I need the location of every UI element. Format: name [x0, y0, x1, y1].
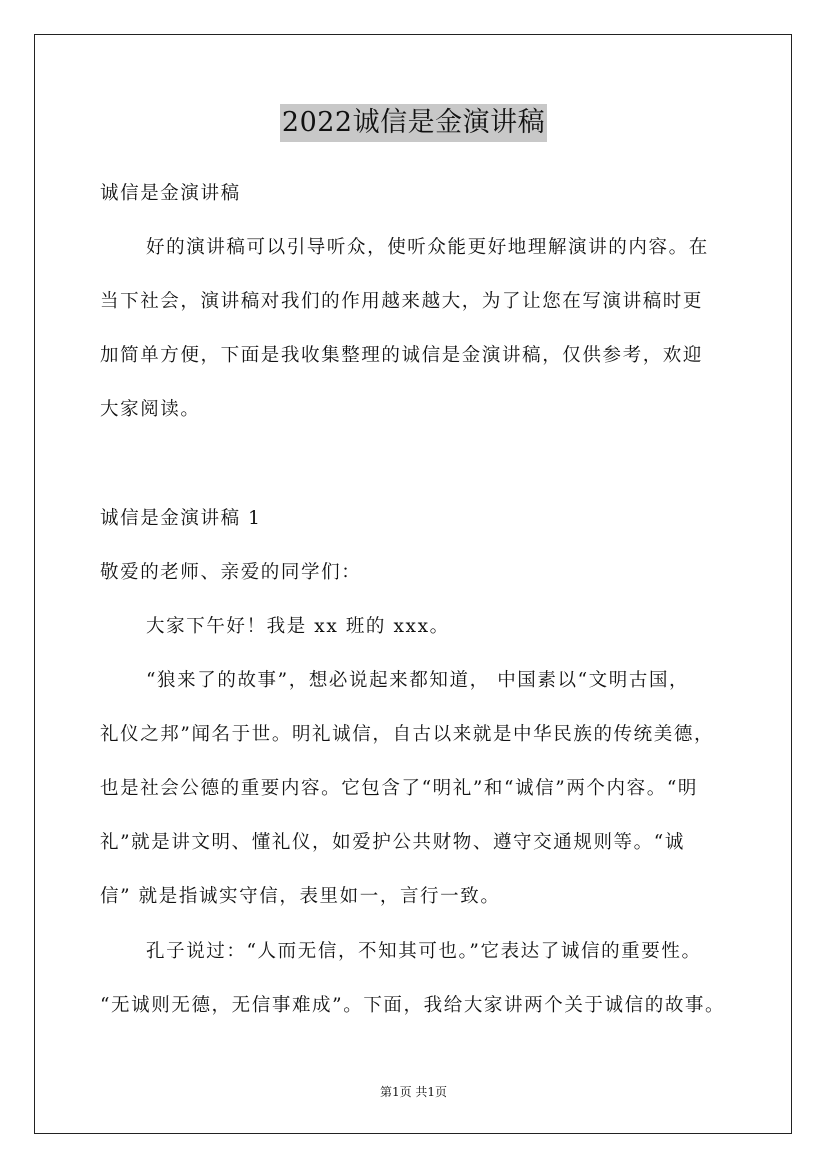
body-line-5: 礼”就是讲文明、懂礼仪，如爱护公共财物、遵守交通规则等。“诚 [100, 832, 685, 853]
document-subtitle: 诚信是金演讲稿 [100, 183, 241, 204]
body-line-1: 大家下午好！我是 xx 班的 xxx。 [146, 616, 450, 637]
body-line-6: 信” 就是指诚实守信，表里如一，言行一致。 [100, 886, 501, 907]
body-line-4: 也是社会公德的重要内容。它包含了“明礼”和“诚信”两个内容。“明 [100, 778, 698, 799]
intro-line-3: 加简单方便，下面是我收集整理的诚信是金演讲稿，仅供参考，欢迎 [100, 345, 704, 366]
title-container [0, 104, 827, 142]
intro-line-1: 好的演讲稿可以引导听众，使听众能更好地理解演讲的内容。在 [146, 237, 709, 258]
body-line-8: “无诚则无德，无信事难成”。下面，我给大家讲两个关于诚信的故事。 [100, 995, 726, 1016]
intro-line-2: 当下社会，演讲稿对我们的作用越来越大，为了让您在写演讲稿时更 [100, 291, 704, 312]
section-title: 诚信是金演讲稿 1 [100, 508, 262, 529]
body-line-3: 礼仪之邦”闻名于世。明礼诚信，自古以来就是中华民族的传统美德， [100, 724, 715, 745]
body-line-2: “狼来了的故事”，想必说起来都知道， 中国素以“文明古国， [146, 670, 690, 691]
body-line-7: 孔子说过：“人而无信，不知其可也。”它表达了诚信的重要性。 [146, 941, 702, 962]
document-title: 2022诚信是金演讲稿 [280, 104, 547, 142]
page-footer: 第1页 共1页 [379, 1085, 448, 1099]
greeting-line: 敬爱的老师、亲爱的同学们： [100, 562, 362, 583]
intro-line-4: 大家阅读。 [100, 399, 201, 420]
